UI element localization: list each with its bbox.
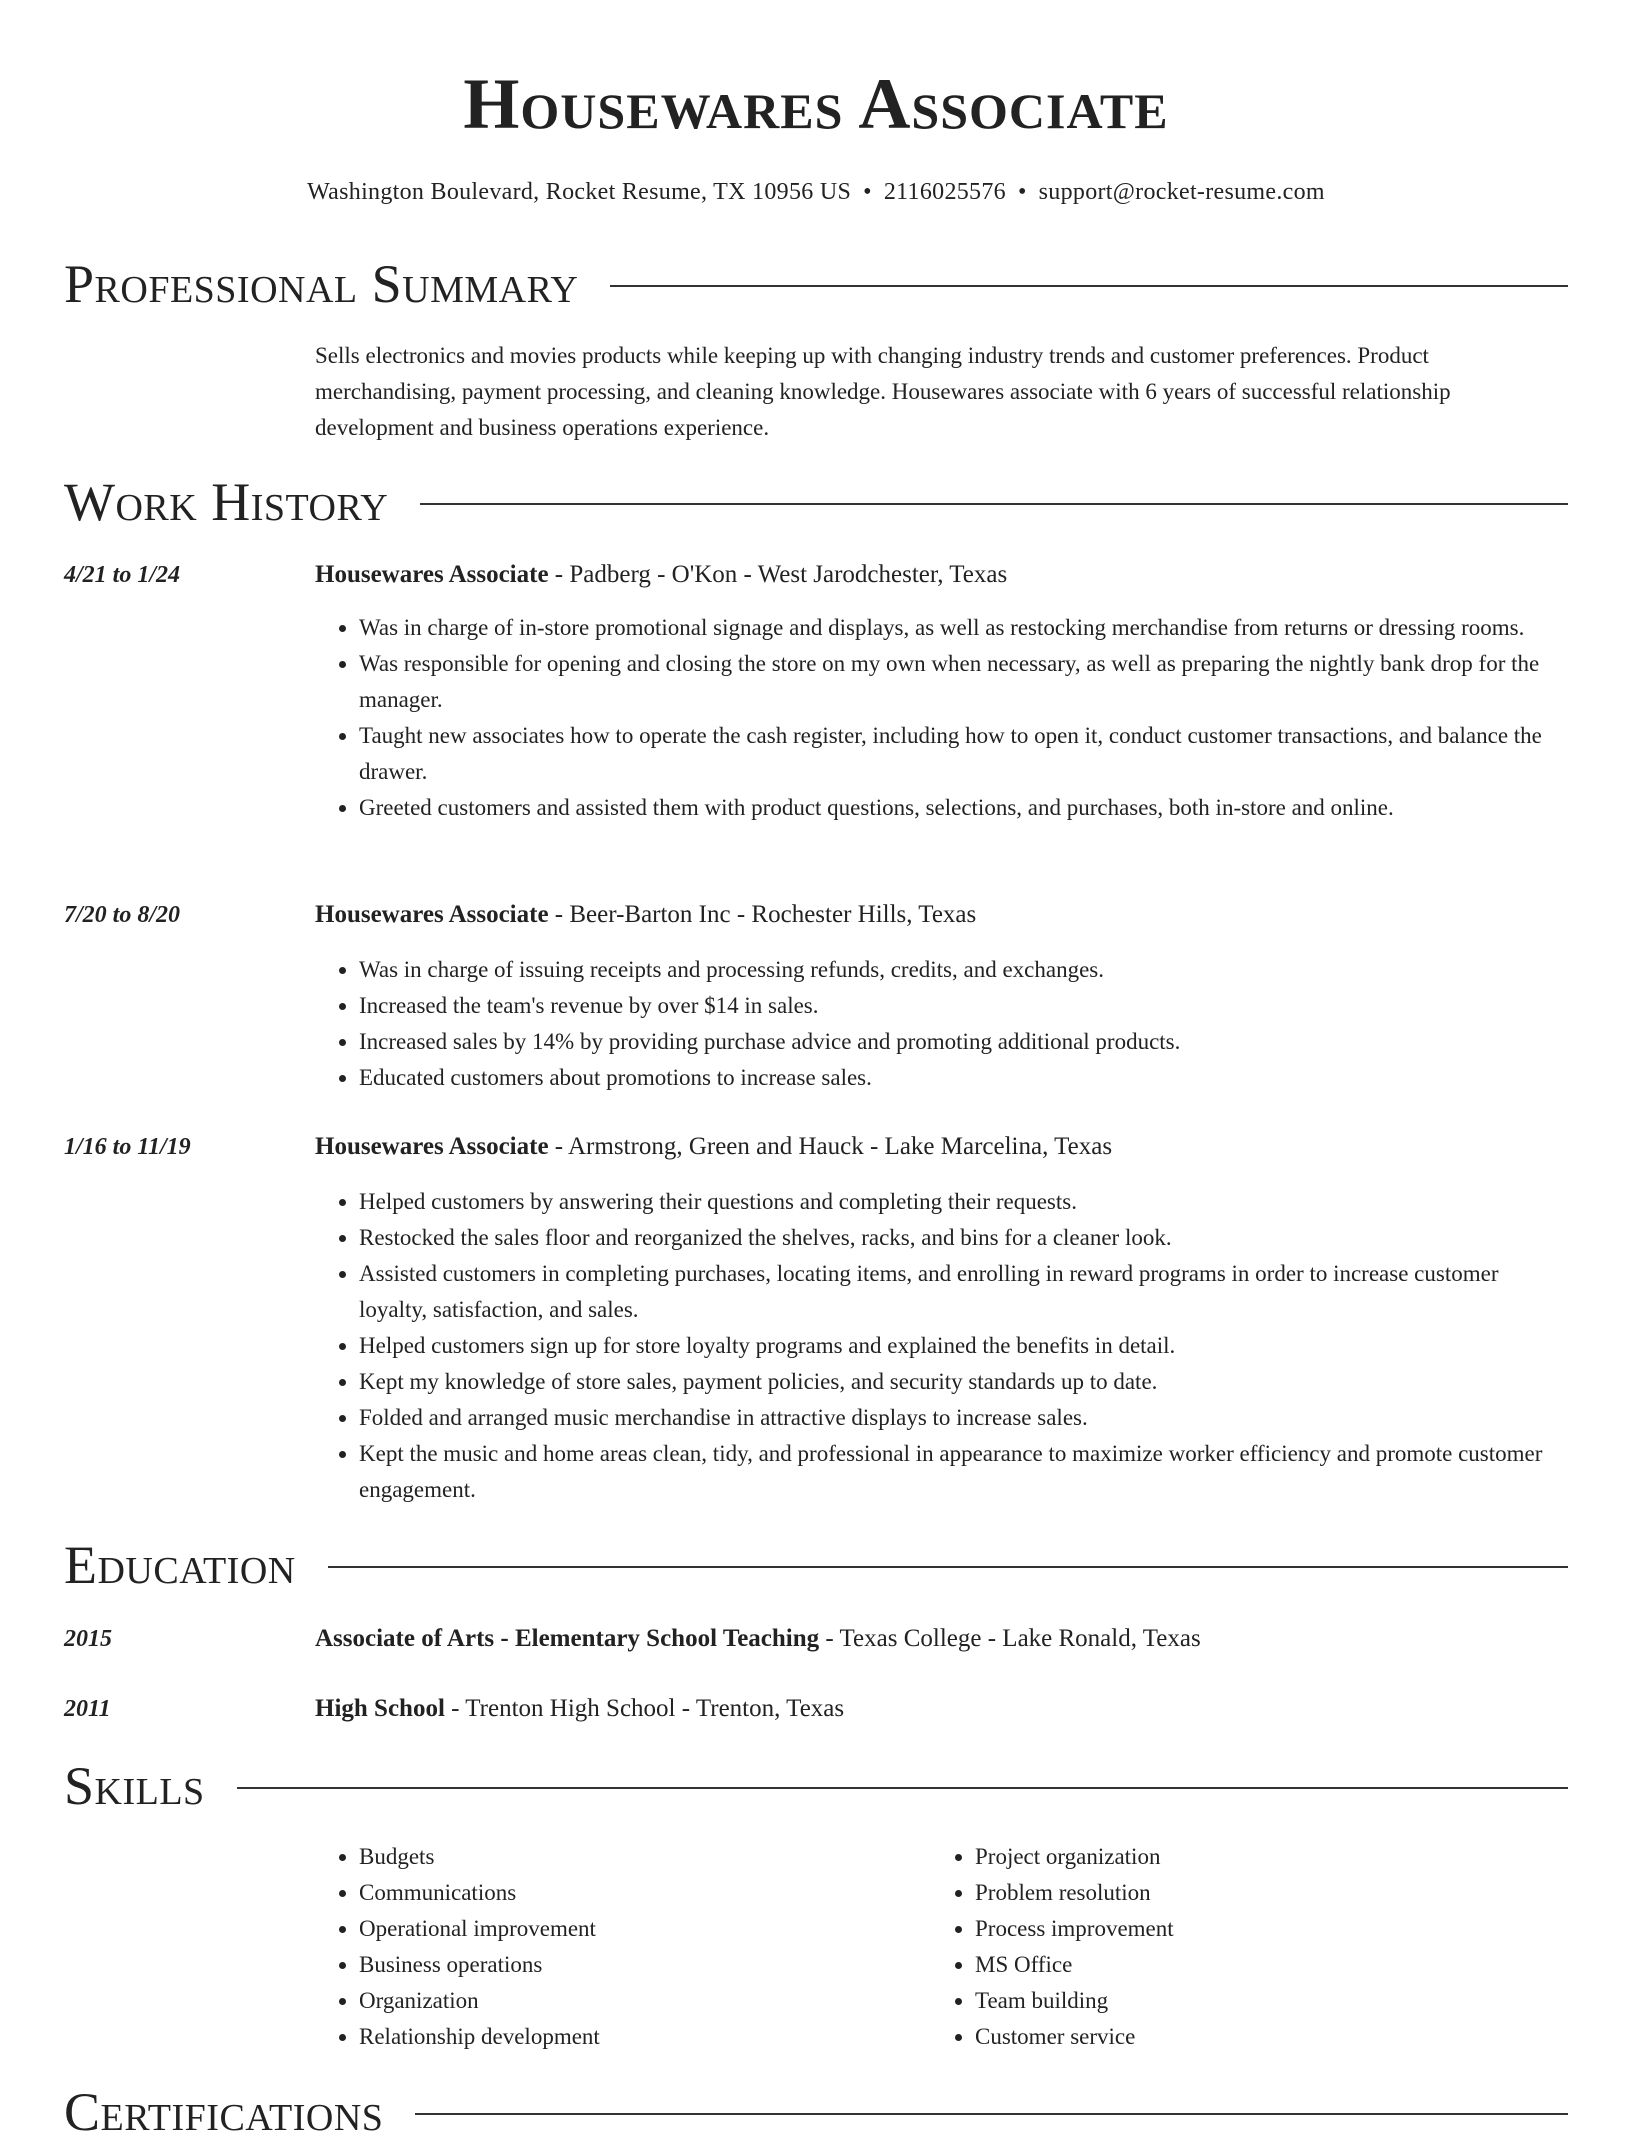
contact-address: Washington Boulevard, Rocket Resume, TX 10956 US: [307, 179, 852, 205]
list-item: • Process improvement: [975, 1911, 1535, 1947]
job-employer: - Padberg - O'Kon - West Jarodchester, Texas: [548, 561, 1008, 588]
education-school: - Trenton High School - Trenton, Texas: [444, 1695, 845, 1722]
section-divider: [415, 2113, 1568, 2115]
list-item: • Taught new associates how to operate the cash register, including how to open it, conduct customer transactions, and balance the drawer.: [359, 718, 1568, 790]
section-title: Professional Summary: [64, 254, 579, 314]
list-item: • Helped customers sign up for store loyalty programs and explained the benefits in detail.: [359, 1328, 1568, 1364]
list-item: • Customer service: [975, 2019, 1535, 2055]
contact-line: [64, 174, 1568, 210]
section-header-skills: [64, 1754, 1568, 1818]
section-divider: [237, 1787, 1568, 1789]
contact-phone: 2116025576: [883, 179, 1006, 205]
job-title: Housewares Associate: [315, 901, 549, 928]
job-title: Housewares Associate: [315, 1133, 549, 1160]
education-school: - Texas College - Lake Ronald, Texas: [819, 1625, 1201, 1652]
list-item: • Budgets: [359, 1839, 919, 1875]
education-year: 2011: [64, 1696, 111, 1722]
section-header-work: [64, 470, 1568, 534]
section-header-education: [64, 1533, 1568, 1597]
list-item: • Was in charge of issuing receipts and processing refunds, credits, and exchanges.: [359, 952, 1568, 988]
list-item: • Kept the music and home areas clean, tidy, and professional in appearance to maximize worker efficiency and promote customer engagement.: [359, 1436, 1568, 1508]
list-item: • Operational improvement: [359, 1911, 919, 1947]
resume-name: Housewares Associate: [463, 64, 1169, 144]
education-degree: High School: [315, 1695, 445, 1722]
list-item: • Assisted customers in completing purchases, locating items, and enrolling in reward programs in order to increase customer loyalty, satisfaction, and sales.: [359, 1256, 1568, 1328]
summary-text: Sells electronics and movies products while keeping up with changing industry trends and customer preferences. Product merchandising, payment processing, and cleaning knowledge. Housewares associate with 6 years of successful relationship development and business operations experience.: [315, 343, 1451, 440]
section-divider: [610, 285, 1568, 287]
list-item: • Kept my knowledge of store sales, payment policies, and security standards up to date.: [359, 1364, 1568, 1400]
list-item: • Was in charge of in-store promotional signage and displays, as well as restocking merchandise from returns or dressing rooms.: [359, 610, 1568, 646]
list-item: • Team building: [975, 1983, 1535, 2019]
education-heading: [315, 1691, 1568, 1727]
skills-list-right: [931, 1839, 1535, 2055]
list-item: • Educated customers about promotions to increase sales.: [359, 1060, 1568, 1096]
list-item: • Was responsible for opening and closing the store on my own when necessary, as well as preparing the nightly bank drop for the manager.: [359, 646, 1568, 718]
section-title: Work History: [64, 472, 389, 532]
job-heading: [315, 1129, 1568, 1165]
list-item: • Increased the team's revenue by over $14 in sales.: [359, 988, 1568, 1024]
education-heading: [315, 1621, 1568, 1657]
list-item: • Project organization: [975, 1839, 1535, 1875]
list-item: • Restocked the sales floor and reorganized the shelves, racks, and bins for a cleaner look.: [359, 1220, 1568, 1256]
job-bullets: [315, 1184, 1568, 1508]
list-item: • Problem resolution: [975, 1875, 1535, 1911]
list-item: • Helped customers by answering their questions and completing their requests.: [359, 1184, 1568, 1220]
list-item: • Communications: [359, 1875, 919, 1911]
education-degree: Associate of Arts - Elementary School Teaching: [315, 1625, 820, 1652]
job-bullets: [315, 610, 1568, 826]
section-divider: [328, 1566, 1568, 1568]
job-employer: - Armstrong, Green and Hauck - Lake Marcelina, Texas: [548, 1133, 1113, 1160]
section-title: Skills: [64, 1756, 205, 1816]
contact-separator: •: [863, 179, 872, 205]
section-title: Education: [64, 1535, 296, 1595]
job-employer: - Beer-Barton Inc - Rochester Hills, Texas: [548, 901, 977, 928]
job-dates: 4/21 to 1/24: [64, 562, 181, 588]
job-dates: 7/20 to 8/20: [64, 902, 181, 928]
list-item: • Relationship development: [359, 2019, 919, 2055]
list-item: • MS Office: [975, 1947, 1535, 1983]
section-header-certifications: [64, 2080, 1568, 2144]
section-divider: [420, 503, 1568, 505]
education-year: 2015: [64, 1626, 112, 1652]
contact-separator: •: [1017, 179, 1027, 205]
list-item: • Increased sales by 14% by providing purchase advice and promoting additional products.: [359, 1024, 1568, 1060]
job-heading: [315, 897, 1568, 933]
list-item: • Folded and arranged music merchandise in attractive displays to increase sales.: [359, 1400, 1568, 1436]
section-header-summary: [64, 252, 1568, 316]
job-heading: [315, 557, 1568, 593]
skills-list-left: [315, 1839, 919, 2055]
list-item: • Organization: [359, 1983, 919, 2019]
job-dates: 1/16 to 11/19: [64, 1134, 191, 1160]
job-bullets: [315, 952, 1568, 1096]
list-item: • Business operations: [359, 1947, 919, 1983]
section-title: Certifications: [64, 2082, 384, 2142]
job-title: Housewares Associate: [315, 561, 549, 588]
contact-email: support@rocket-resume.com: [1038, 179, 1325, 205]
list-item: • Greeted customers and assisted them with product questions, selections, and purchases, both in-store and online.: [359, 790, 1568, 826]
